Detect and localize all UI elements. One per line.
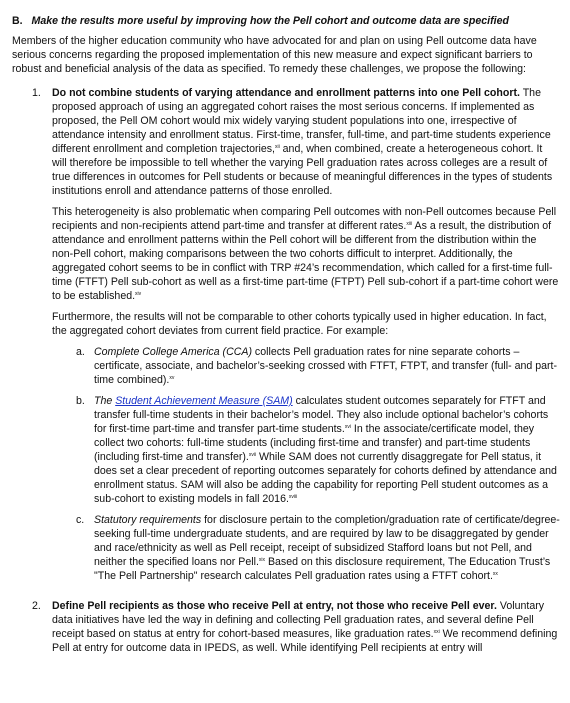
list-item-2	[32, 599, 560, 655]
list-item-1-body	[52, 86, 560, 583]
sub-item-c-text-1: for disclosure pertain to the completion/graduation rate of certificate/degree-seeking full-time undergraduate students, and are required by law to be disaggregated by gender and race/ethnicity as well as Pell receipt, receipt of subsidized Stafford loans but not Pell, and neither the specified loans nor Pell.	[94, 514, 560, 568]
statutory-requirements: Statutory requirements	[94, 514, 202, 526]
sub-list-item-c	[76, 513, 560, 583]
endnote-ref[interactable]: xix	[258, 557, 266, 563]
endnote-ref[interactable]: xv	[169, 375, 175, 381]
list-item-2-body	[52, 599, 560, 655]
endnote-ref[interactable]: xx	[492, 571, 498, 577]
endnote-ref[interactable]: xxi	[433, 629, 440, 635]
sub-item-b-text-1: calculates student outcomes separately for FTFT and transfer full-time students in their bachelor’s model. They also include optional bachelor’s cohorts for first-time part-time and transfer part-time students.	[94, 395, 549, 435]
intro-paragraph: Members of the higher education community who have advocated for and plan on using Pell outcome data have serious concerns regarding the proposed implementation of this new measure and expect significant barriers to robust and beneficial analysis of the data as specified. To remedy these challenges, we propose the following:	[12, 35, 537, 75]
item2-lead: Define Pell recipients as those who receive Pell at entry, not those who receive Pell ever.	[52, 600, 497, 612]
list-number-1: 1.	[32, 87, 41, 99]
endnote-ref[interactable]: xviii	[288, 494, 298, 500]
endnote-ref[interactable]: xvi	[344, 424, 351, 430]
sub-letter-b: b.	[76, 395, 85, 407]
sub-letter-a: a.	[76, 346, 85, 358]
sub-item-a-text: collects Pell graduation rates for nine separate cohorts – certificate, associate, and bachelor’s-seeking crossed with FTFT, FTPT, and transfer (full- and part-time combined).	[94, 346, 557, 386]
cca-name: Complete College America (CCA)	[94, 346, 252, 358]
item1-p1-text-b: and, when combined, create a heterogeneous cohort. It will therefore be impossible to tell whether the varying Pell graduation rates across colleges are a result of true differences in outcomes for Pell students or because of meaningful differences in the types of students institutions enroll and attendance patterns of those enrolled.	[52, 143, 553, 197]
item2-text-1: Voluntary data initiatives have led the way in defining and collecting Pell graduation rates, and several define Pell receipt based on status at entry for cohort-based measures, like graduation rates.	[52, 600, 545, 640]
sub-item-c-body	[94, 513, 560, 583]
sub-item-b-text-3: While SAM does not currently disaggregate for Pell status, it does set a clear precedent of reporting outcomes separately for cohorts defined by attendance and enrollment status. SAM will also be adding the capability for reporting Pell student outcomes as a sub-cohort to existing models in fall 2016.	[94, 451, 557, 505]
sub-item-b-text-2: In the associate/certificate model, they collect two cohorts: full-time students (including first-time and transfer) and part-time students (including first-time and transfer).	[94, 423, 535, 463]
section-title: Make the results more useful by improving how the Pell cohort and outcome data are specified	[31, 15, 509, 27]
endnote-ref[interactable]: xiii	[406, 221, 413, 227]
sub-letter-c: c.	[76, 514, 85, 526]
endnote-ref[interactable]: xii	[274, 144, 280, 150]
section-letter: B.	[12, 15, 23, 27]
list-item-1	[32, 86, 560, 583]
sub-list-item-b	[76, 394, 560, 506]
item2-paragraph	[52, 599, 560, 655]
item1-p1-text-a: The proposed approach of using an aggregated cohort raises the most serious concerns. If implemented as proposed, the Pell OM cohort would mix widely varying student populations into one, irrespective of attendance intensity and enrollment status. First-time, transfer, full-time, and part-time students experience different enrollment and completion trajectories,	[52, 87, 551, 155]
sam-link[interactable]: Student Achievement Measure (SAM)	[115, 395, 293, 407]
item1-p2-text-b: As a result, the distribution of attendance and enrollment patterns within the Pell cohort will be different from the distribution within the non-Pell cohort, making comparisons between the two cohorts difficult to interpret. Additionally, the aggregated cohort seems to be in conflict with TRP #24’s recommendation, which called for a first-time full-time (FTFT) Pell sub-cohort as well as a first-time part-time (FTPT) Pell sub-cohort if a part-time cohort were to be established.	[52, 220, 559, 302]
item2-text-2: We recommend defining Pell at entry for outcome data in IPEDS, as well. While identifying Pell recipients at entry will	[52, 628, 558, 654]
sub-item-b-prefix: The	[94, 395, 116, 407]
item1-paragraph-2	[52, 205, 560, 303]
sub-item-c-text-2: Based on this disclosure requirement, The Education Trust’s "The Pell Partnership" research calculates Pell graduation rates using a FTFT cohort.	[94, 556, 551, 582]
item1-paragraph-1	[52, 86, 560, 198]
item1-p2-text-a: This heterogeneity is also problematic when comparing Pell outcomes with non-Pell outcomes because Pell recipients and non-recipients attend part-time and transfer at different rates.	[52, 206, 557, 232]
sub-item-b-body	[94, 394, 560, 506]
sub-list-item-a	[76, 345, 560, 387]
section-heading	[12, 14, 560, 28]
sub-item-a-body	[94, 345, 560, 387]
endnote-ref[interactable]: xvii	[248, 452, 257, 458]
list-number-2: 2.	[32, 600, 41, 612]
endnote-ref[interactable]: xiv	[135, 291, 142, 297]
item1-paragraph-3: Furthermore, the results will not be comparable to other cohorts typically used in higher education. In fact, the aggregated cohort deviates from current field practice. For example:	[52, 311, 547, 337]
item1-lead: Do not combine students of varying attendance and enrollment patterns into one Pell cohort.	[52, 87, 520, 99]
